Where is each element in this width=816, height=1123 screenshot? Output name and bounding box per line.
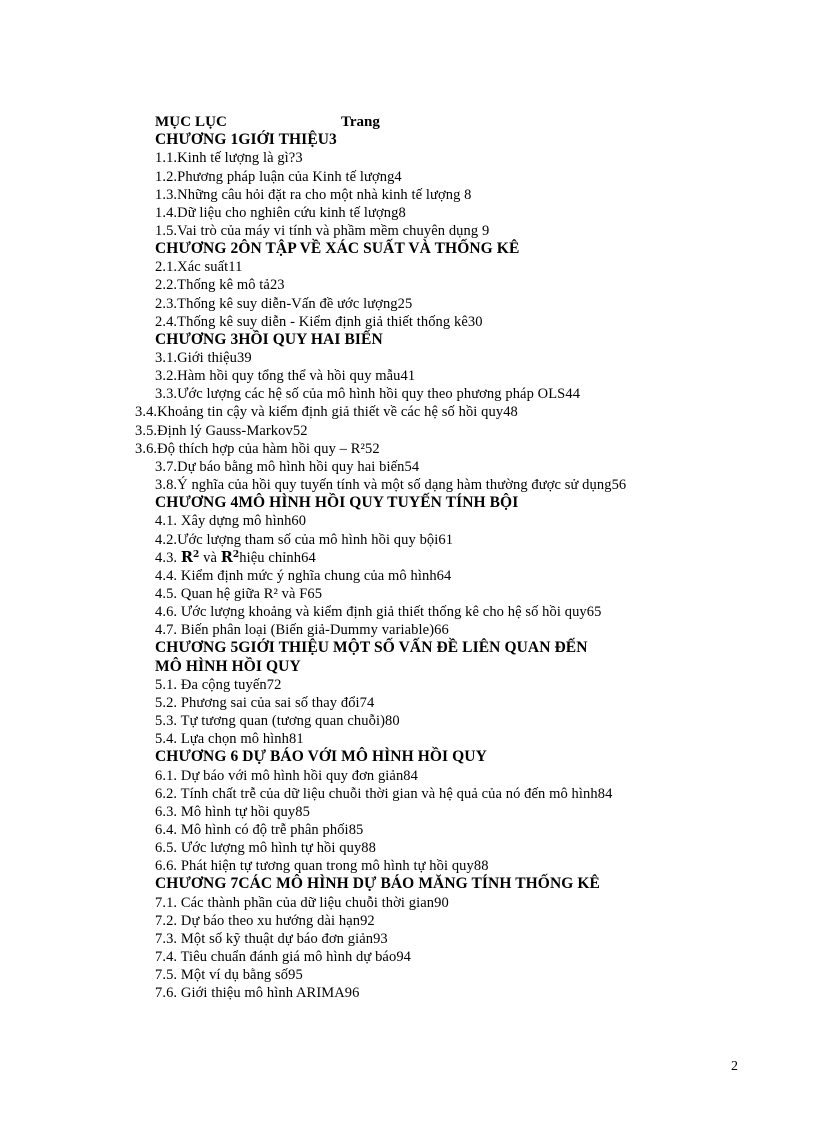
toc-section-entry: 7.2. Dự báo theo xu hướng dài hạn92 [155, 912, 375, 929]
toc-section-entry: 5.4. Lựa chọn mô hình81 [155, 731, 304, 748]
toc-chapter-entry: CHƯƠNG 4MÔ HÌNH HỒI QUY TUYẾN TÍNH BỘI [155, 494, 519, 512]
toc-section-entry: 6.2. Tính chất trễ của dữ liệu chuỗi thời gian và hệ quả của nó đến mô hình84 [155, 785, 613, 802]
toc-section-entry: 2.4.Thống kê suy diễn - Kiểm định giả thiết thống kê30 [155, 313, 483, 330]
toc-section-entry: 6.1. Dự báo với mô hình hồi quy đơn giản84 [155, 767, 419, 784]
toc-section-entry: 7.4. Tiêu chuẩn đánh giá mô hình dự báo94 [155, 948, 412, 965]
toc-section-entry: 3.8.Ý nghĩa của hồi quy tuyến tính và một số dạng hàm thường được sử dụng56 [155, 477, 627, 493]
page-column-label: Trang [341, 114, 380, 130]
toc-section-entry: 4.2.Ước lượng tham số của mô hình hồi quy bội61 [155, 531, 454, 548]
toc-entry-joiner: và [199, 549, 221, 566]
toc-section-entry: 4.6. Ước lượng khoảng và kiểm định giả thiết thống kê cho hệ số hồi quy65 [155, 604, 602, 621]
toc-chapter-entry: CHƯƠNG 1GIỚI THIỆU3 [155, 131, 337, 149]
toc-heading: MỤC LỤC [155, 114, 227, 130]
toc-section-entry: 4.5. Quan hệ giữa R² và F65 [155, 585, 323, 602]
toc-section-entry: 2.2.Thống kê mô tả23 [155, 277, 285, 294]
toc-section-entry: 3.3.Ước lượng các hệ số của mô hình hồi quy theo phương pháp OLS44 [155, 386, 581, 403]
toc-section-entry: 6.6. Phát hiện tự tương quan trong mô hình tự hồi quy88 [155, 858, 489, 875]
toc-section-entry: 7.5. Một ví dụ bằng số95 [155, 967, 303, 984]
toc-section-entry: 3.6.Độ thích hợp của hàm hồi quy – R²52 [135, 440, 380, 457]
toc-section-entry: 5.2. Phương sai của sai số thay đổi74 [155, 694, 375, 711]
toc-chapter-entry: MÔ HÌNH HỒI QUY [155, 657, 301, 675]
toc-chapter-entry: CHƯƠNG 2ÔN TẬP VỀ XÁC SUẤT VÀ THỐNG KÊ [155, 240, 520, 258]
toc-section-entry: 5.1. Đa cộng tuyến72 [155, 676, 282, 693]
toc-section-entry: 1.3.Những câu hỏi đặt ra cho một nhà kinh tế lượng 8 [155, 186, 472, 203]
toc-section-entry: 2.3.Thống kê suy diễn-Vấn đề ước lượng25 [155, 295, 413, 312]
toc-chapter-entry: CHƯƠNG 7CÁC MÔ HÌNH DỰ BÁO MĂNG TÍNH THỐNG KÊ [155, 875, 600, 893]
r-squared-symbol: $R^2$ [180, 548, 200, 566]
toc-entry-tail: hiệu chỉnh64 [239, 549, 316, 566]
toc-section-entry: 6.5. Ước lượng mô hình tự hồi quy88 [155, 840, 377, 856]
toc-section-entry: 3.1.Giới thiệu39 [155, 350, 252, 366]
toc-section-entry: 2.1.Xác suất11 [155, 259, 243, 276]
toc-section-entry: 1.4.Dữ liệu cho nghiên cứu kinh tế lượng8 [155, 204, 406, 221]
toc-entry-prefix: 4.3. [155, 549, 178, 566]
page-number: 2 [731, 1059, 738, 1074]
toc-chapter-entry: CHƯƠNG 6 DỰ BÁO VỚI MÔ HÌNH HỒI QUY [155, 748, 487, 766]
toc-section-entry: 4.7. Biến phân loại (Biến giả-Dummy variable)66 [155, 622, 449, 639]
toc-section-entry: 5.3. Tự tương quan (tương quan chuỗi)80 [155, 713, 400, 729]
toc-section-entry: 6.4. Mô hình có độ trễ phân phối85 [155, 821, 364, 838]
r-squared-symbol: $R^2$ [220, 548, 240, 566]
toc-section-entry: 3.5.Định lý Gauss-Markov52 [135, 422, 308, 439]
toc-section-entry: 1.1.Kinh tế lượng là gì?3 [155, 150, 303, 167]
toc-section-entry: 7.6. Giới thiệu mô hình ARIMA96 [155, 985, 360, 1002]
toc-section-entry: 1.5.Vai trò của máy vi tính và phầm mềm chuyên dụng 9 [155, 223, 490, 239]
toc-section-entry: 4.4. Kiểm định mức ý nghĩa chung của mô hình64 [155, 567, 452, 584]
toc-section-entry: 3.2.Hàm hồi quy tổng thể và hồi quy mẫu41 [155, 368, 416, 385]
toc-section-entry: 7.1. Các thành phần của dữ liệu chuỗi thời gian90 [155, 894, 449, 911]
toc-section-entry: 4.1. Xây dựng mô hình60 [155, 513, 307, 530]
toc-section-entry [155, 549, 316, 567]
toc-chapter-entry: CHƯƠNG 5GIỚI THIỆU MỘT SỐ VẤN ĐỀ LIÊN QUAN ĐẾN [155, 639, 588, 657]
toc-section-entry: 3.4.Khoảng tin cậy và kiểm định giả thiết về các hệ số hồi quy48 [135, 404, 518, 421]
toc-section-entry: 1.2.Phương pháp luận của Kinh tế lượng4 [155, 168, 402, 185]
toc-section-entry: 7.3. Một số kỹ thuật dự báo đơn giản93 [155, 930, 388, 947]
toc-chapter-entry: CHƯƠNG 3HỒI QUY HAI BIẾN [155, 330, 383, 348]
toc-section-entry: 3.7.Dự báo bằng mô hình hồi quy hai biến54 [155, 458, 420, 475]
toc-section-entry: 6.3. Mô hình tự hồi quy85 [155, 803, 310, 820]
